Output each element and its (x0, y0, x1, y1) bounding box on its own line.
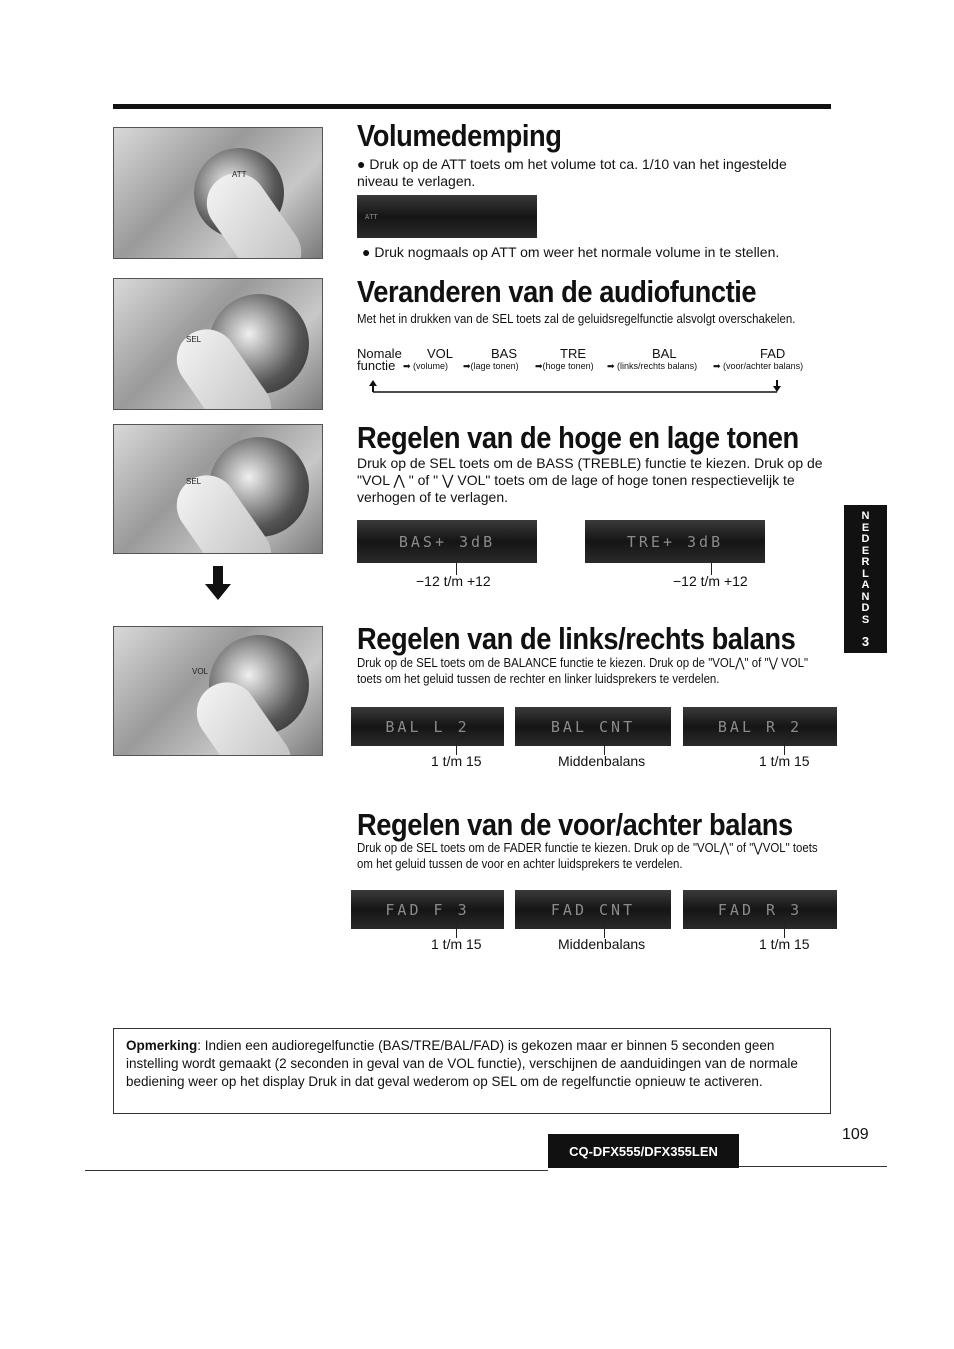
balance-right-lcd-display: BAL R 2 (683, 707, 837, 746)
side-tab-letter: R (861, 556, 870, 568)
footer-rule-left (85, 1170, 548, 1171)
balance-center-tick (604, 735, 605, 755)
balance-text: Druk op de SEL toets om de BALANCE functie te kiezen. Druk op de "VOL⋀" of "⋁ VOL" toets om het geluid tussen de rechter en linker luidsprekers te verdelen. (357, 655, 809, 686)
side-tab-letters (844, 511, 887, 626)
fader-rear-lcd-display: FAD R 3 (683, 890, 837, 929)
photo-sel-button-2: SEL (113, 424, 323, 554)
treble-caption: −12 t/m +12 (673, 573, 748, 589)
fader-center-tick (604, 918, 605, 938)
top-rule (113, 104, 831, 109)
fader-text: Druk op de SEL toets om de FADER functie te kiezen. Druk op de "VOL⋀" of "⋁VOL" toets om het geluid tussen de voor en achter luidsprekers te verdelen. (357, 840, 818, 871)
fader-front-lcd-display: FAD F 3 (351, 890, 504, 929)
side-tab-letter: E (861, 544, 870, 557)
side-tab-letter: D (861, 533, 870, 545)
fader-title: Regelen van de voor/achter balans (357, 807, 793, 842)
fader-center-lcd-display: FAD CNT (515, 890, 671, 929)
side-tab-letter: E (861, 521, 870, 534)
audio-title: Veranderen van de audiofunctie (357, 274, 757, 309)
balance-right-caption: 1 t/m 15 (759, 753, 810, 769)
balance-title: Regelen van de links/rechts balans (357, 621, 796, 656)
volume-lcd-display: ATT (357, 195, 537, 238)
flow-step-fad: FAD ➡ (voor/achter balans) (713, 346, 804, 371)
balance-left-lcd-display: BAL L 2 (351, 707, 504, 746)
fader-rear-tick (784, 918, 785, 938)
flow-return-arrow-icon (367, 378, 787, 396)
note-label: Opmerking (126, 1038, 198, 1053)
fader-front-caption: 1 t/m 15 (431, 936, 482, 952)
flow-step-normal: Nomale functie (357, 346, 402, 373)
language-side-tab (844, 505, 887, 653)
side-tab-letter: A (861, 579, 870, 591)
side-tab-letter: N (861, 590, 870, 603)
flow-step-tre: TRE ➡(hoge tonen) (535, 346, 594, 371)
volume-bullet-2: ● Druk nogmaals op ATT om weer het normale volume in te stellen. (362, 244, 780, 260)
fader-rear-caption: 1 t/m 15 (759, 936, 810, 952)
photo-vol-button: VOL (113, 626, 323, 756)
tones-title: Regelen van de hoge en lage tonen (357, 420, 799, 455)
balance-left-tick (456, 735, 457, 755)
side-tab-letter: D (861, 602, 870, 614)
flow-step-bal: BAL ➡ (links/rechts balans) (607, 346, 698, 371)
side-tab-letter: L (862, 567, 869, 580)
bass-lcd-display: BAS+ 3dB (357, 520, 537, 563)
fader-front-tick (456, 918, 457, 938)
balance-center-caption: Middenbalans (558, 753, 646, 769)
volume-title: Volumedemping (357, 118, 562, 153)
fader-center-caption: Middenbalans (558, 936, 646, 952)
tones-text: Druk op de SEL toets om de BASS (TREBLE) functie te kiezen. Druk op de "VOL ⋀ " of " ⋁ VOL" toets om de lage of hoge tonen respectievelijk te verhogen of te verlagen. (357, 455, 823, 505)
balance-left-caption: 1 t/m 15 (431, 753, 482, 769)
side-tab-letter: N (861, 510, 870, 522)
side-tab-letter: S (861, 613, 870, 626)
photo-sel-button-1: SEL (113, 278, 323, 410)
side-tab-number: 3 (861, 634, 870, 649)
bass-caption: −12 t/m +12 (416, 573, 491, 589)
balance-right-tick (784, 735, 785, 755)
audio-text: Met het in drukken van de SEL toets zal de geluidsregelfunctie alsvolgt overschakelen. (357, 311, 796, 326)
treble-lcd-display: TRE+ 3dB (585, 520, 765, 563)
photo-att-button: ATT (113, 127, 323, 259)
model-badge: CQ-DFX555/DFX355LEN (548, 1134, 739, 1168)
flow-step-vol: VOL ➡ (volume) (403, 346, 454, 371)
note-text: : Indien een audioregelfunctie (BAS/TRE/BAL/FAD) is gekozen maar er binnen 5 seconden geen instelling wordt gemaakt (2 seconden in geval van de VOL functie), verschijnen de aanduidingen van de normale bediening weer op het display Druk in dat geval wederom op SEL om de regelfunctie opnieuw te activeren. (126, 1038, 798, 1089)
arrow-down-icon (203, 566, 233, 602)
balance-center-lcd-display: BAL CNT (515, 707, 671, 746)
footer-rule-right (739, 1166, 887, 1167)
note-box (113, 1028, 831, 1114)
page-number: 109 (842, 1126, 869, 1143)
audio-flow-diagram (357, 348, 831, 396)
flow-step-bas: BAS ➡(lage tonen) (463, 346, 519, 371)
volume-bullet-1: ● Druk op de ATT toets om het volume tot ca. 1/10 van het ingestelde niveau te verlagen. (357, 156, 787, 189)
